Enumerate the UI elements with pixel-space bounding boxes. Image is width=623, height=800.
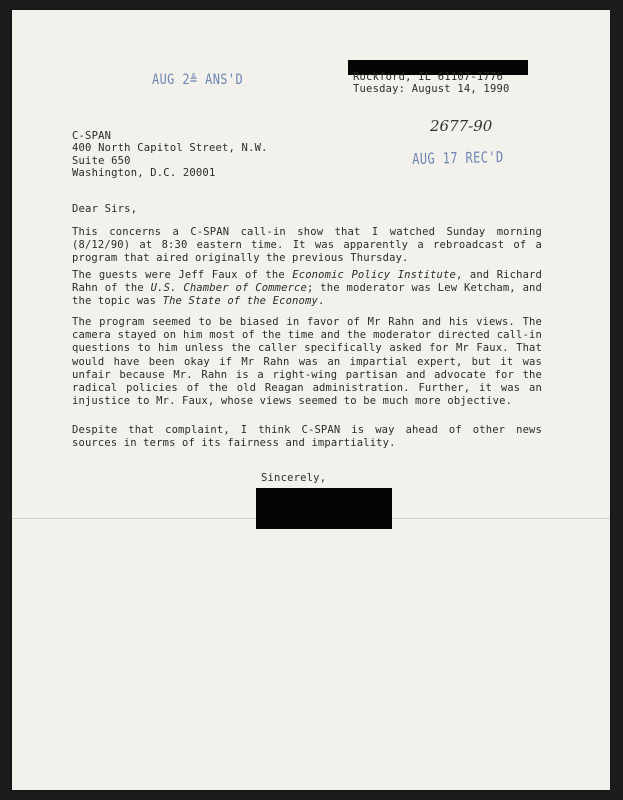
handwritten-file-number: 2677-90 — [430, 117, 493, 135]
recipient-suite: Suite 650 — [72, 155, 131, 167]
recipient-city: Washington, D.C. 20001 — [72, 167, 216, 179]
recipient-name: C-SPAN — [72, 130, 112, 142]
letter-page — [12, 10, 610, 790]
redacted-signature — [256, 488, 392, 529]
body-paragraph-1: This concerns a C-SPAN call-in show that I watched Sunday morning (8/12/90) at 8:30 eastern time. It was apparently a rebroadcast of a program that aired originally the previous Thursday. — [72, 226, 542, 265]
recipient-street: 400 North Capitol Street, N.W. — [72, 142, 268, 154]
received-stamp: AUG 17 REC'D — [412, 148, 504, 168]
topic-title: The State of the Economy — [162, 295, 318, 308]
answered-stamp: AUG 2≗ ANS'D — [152, 72, 244, 88]
salutation: Dear Sirs, — [72, 203, 138, 215]
institute-name: Economic Policy Institute — [292, 269, 456, 281]
body-paragraph-2: The guests were Jeff Faux of the Economic Policy Institute, and Richard Rahn of the U.S. Chamber of Commerce; the moderator was Lew Ketcham, and the topic was The State of the Economy. — [72, 269, 542, 308]
closing: Sincerely, — [261, 472, 327, 484]
letter-date: Tuesday: August 14, 1990 — [353, 83, 510, 95]
chamber-name: U.S. Chamber of Commerce — [150, 282, 307, 295]
sender-city-line: Rockford, IL 61107-1776 — [353, 71, 503, 83]
body-paragraph-4: Despite that complaint, I think C-SPAN is way ahead of other news sources in terms of its fairness and impartiality. — [72, 424, 542, 450]
body-paragraph-3: The program seemed to be biased in favor of Mr Rahn and his views. The camera stayed on him most of the time and the moderator directed call-in questions to him unless the caller specifically asked for Mr Faux. That would have been okay if Mr Rahn was an impartial expert, but it was unfair because Mr. Rahn is a right-wing partisan and advocate for the radical policies of the old Reagan administration. Further, it was an injustice to Mr. Faux, whose views seemed to be much more objective. — [72, 316, 542, 408]
